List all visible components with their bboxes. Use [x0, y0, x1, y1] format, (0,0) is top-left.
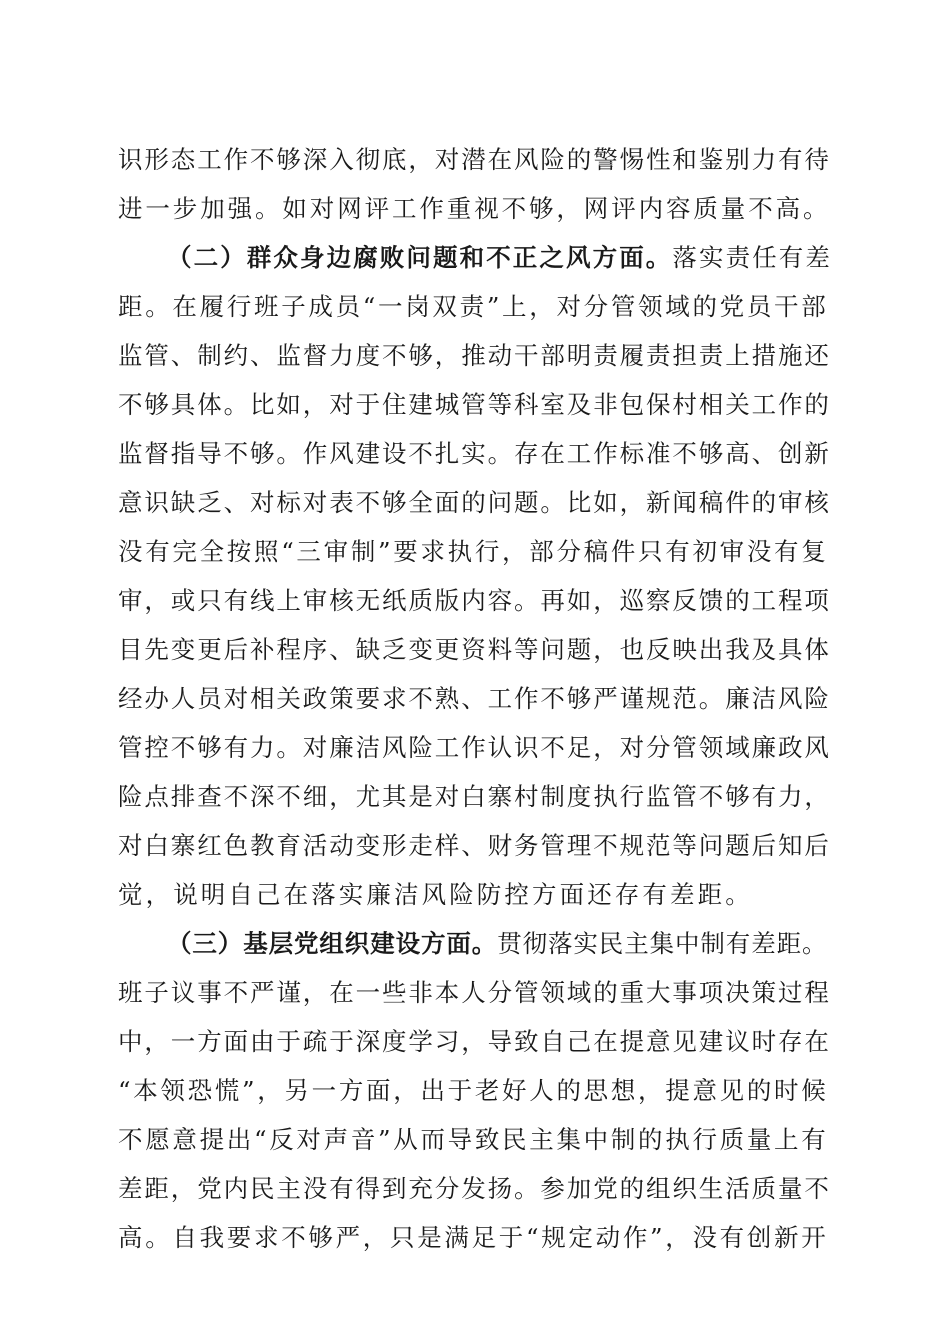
- section-3-first-line: [167, 921, 827, 967]
- text-line: 审，或只有线上审核无纸质版内容。再如，巡察反馈的工程项: [118, 586, 831, 615]
- section-2-first-line: [167, 235, 832, 281]
- section-3-text: 贯彻落实民主集中制有差距。: [497, 929, 828, 958]
- text-line: 识形态工作不够深入彻底，对潜在风险的警惕性和鉴别力有待: [118, 145, 831, 174]
- section-2-text: 落实责任有差: [672, 243, 833, 272]
- text-line: 班子议事不严谨，在一些非本人分管领域的重大事项决策过程: [118, 978, 831, 1007]
- text-line: 险点排查不深不细，尤其是对白寨村制度执行监管不够有力，: [118, 782, 831, 811]
- text-line: 进一步加强。如对网评工作重视不够，网评内容质量不高。: [118, 194, 831, 223]
- text-line: 管控不够有力。对廉洁风险工作认识不足，对分管领域廉政风: [118, 733, 831, 762]
- text-line: 监督指导不够。作风建设不扎实。存在工作标准不够高、创新: [118, 439, 831, 468]
- text-line: 经办人员对相关政策要求不熟、工作不够严谨规范。廉洁风险: [118, 684, 831, 713]
- text-line: 距。在履行班子成员“一岗双责”上，对分管领域的党员干部: [118, 292, 829, 321]
- text-line: 中，一方面由于疏于深度学习，导致自己在提意见建议时存在: [118, 1027, 831, 1056]
- text-line: 差距，党内民主没有得到充分发扬。参加党的组织生活质量不: [118, 1174, 831, 1203]
- section-2-heading: （二）群众身边腐败问题和不正之风方面。: [167, 243, 673, 272]
- text-line: 没有完全按照“三审制”要求执行，部分稿件只有初审没有复: [118, 537, 829, 566]
- text-line: 意识缺乏、对标对表不够全面的问题。比如，新闻稿件的审核: [118, 488, 831, 517]
- text-line: 不够具体。比如，对于住建城管等科室及非包保村相关工作的: [118, 390, 831, 419]
- text-line: 高。自我要求不够严，只是满足于“规定动作”，没有创新开: [118, 1223, 829, 1252]
- text-line: “本领恐慌”，另一方面，出于老好人的思想，提意见的时候: [118, 1076, 829, 1105]
- text-line: 监管、制约、监督力度不够，推动干部明责履责担责上措施还: [118, 341, 831, 370]
- text-line: 对白寨红色教育活动变形走样、财务管理不规范等问题后知后: [118, 831, 831, 860]
- section-3-heading: （三）基层党组织建设方面。: [167, 929, 498, 958]
- text-line: 目先变更后补程序、缺乏变更资料等问题，也反映出我及具体: [118, 635, 831, 664]
- text-line: 不愿意提出“反对声音”从而导致民主集中制的执行质量上有: [118, 1125, 829, 1154]
- text-line: 觉，说明自己在落实廉洁风险防控方面还存有差距。: [118, 880, 753, 909]
